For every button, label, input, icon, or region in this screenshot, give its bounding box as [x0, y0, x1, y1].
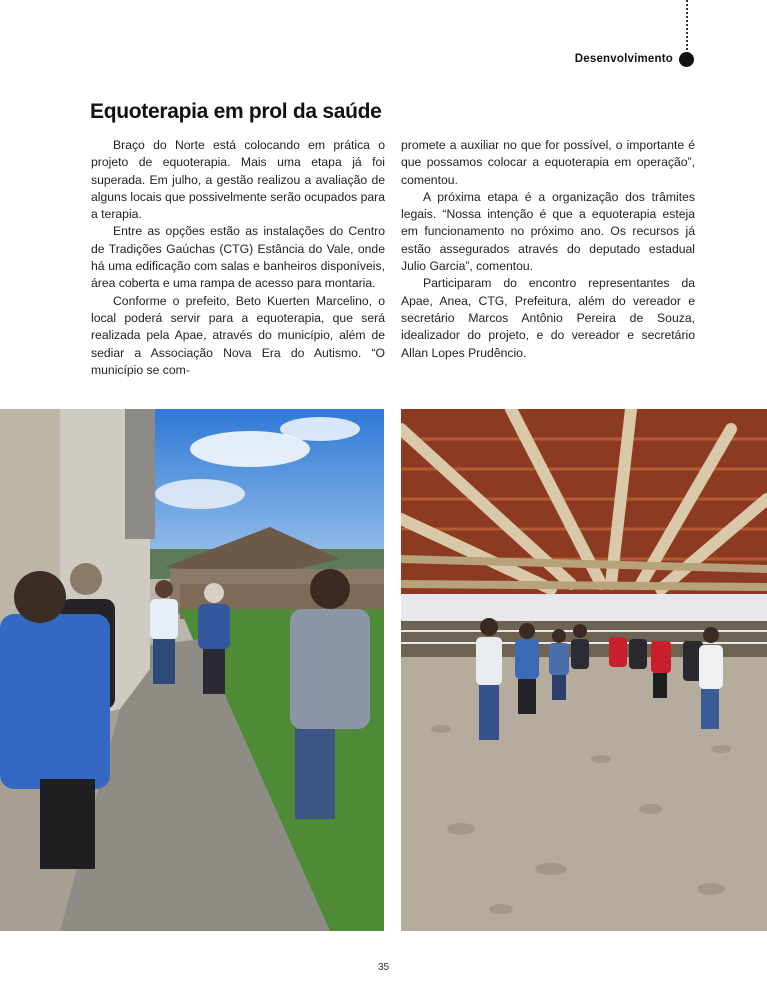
article-column-right	[401, 137, 695, 362]
photo-covered-arena	[401, 409, 767, 931]
paragraph: Entre as opções estão as instalações do Centro de Tradições Gaúchas (CTG) Estância do Vale, onde há uma edificação com salas e banheiros disponíveis, área coberta e uma rampa de acesso para montaria.	[91, 224, 385, 291]
paragraph: Conforme o prefeito, Beto Kuerten Marcelino, o local poderá servir para a equoterapia, que será realizada pela Apae, através do município, além de sediar a Associação Nova Era do Autismo. “O município se com-	[91, 293, 385, 377]
article-title: Equoterapia em prol da saúde	[90, 100, 382, 123]
paragraph-continuation: promete a auxiliar no que for possível, o importante é que possamos colocar a equoterapia em operação”, comentou.	[401, 138, 695, 187]
decorative-dotted-line	[686, 0, 688, 50]
page-number: 35	[377, 962, 390, 973]
article-column-left	[91, 137, 385, 379]
paragraph: A próxima etapa é a organização dos trâmites legais. “Nossa intenção é que a equoterapia esteja em funcionamento no próximo ano. Os recursos já estão assegurados através do deputado estadual Julio Garcia”, comentou.	[401, 189, 695, 274]
paragraph: Participaram do encontro representantes da Apae, Anea, CTG, Prefeitura, além do vereador e secretário Marcos Antônio Pereira de Souza, idealizador do projeto, e do vereador e secretário Allan Lopes Prudêncio.	[401, 276, 695, 360]
section-dot-icon	[679, 52, 694, 67]
photo-right-illustration	[401, 409, 767, 931]
section-label: Desenvolvimento	[574, 53, 673, 65]
photo-left-illustration	[0, 409, 384, 931]
photo-ctg-visit-outside	[0, 409, 384, 931]
paragraph: Braço do Norte está colocando em prática o projeto de equoterapia. Mais uma etapa já foi superada. Em julho, a gestão realizou a avaliação de alguns locais que possivelmente serão ocupados para a terapia.	[91, 138, 385, 222]
